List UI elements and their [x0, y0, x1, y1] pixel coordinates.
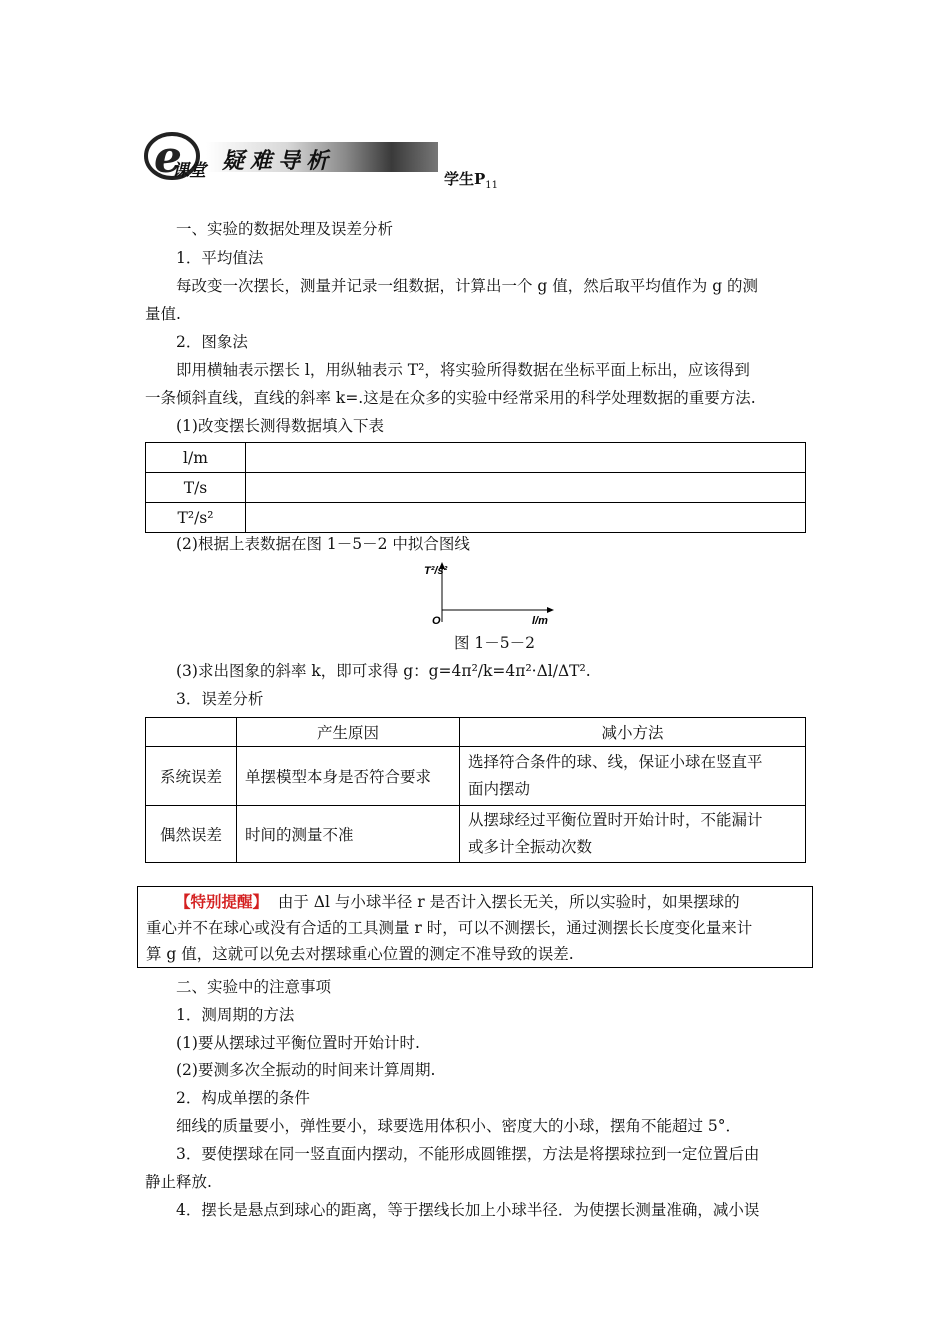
axes-graph: [420, 560, 560, 632]
item1-title: 1．测周期的方法: [176, 1006, 295, 1024]
svg-text:e: e: [154, 132, 182, 182]
table-header-cell: T/s: [146, 473, 246, 503]
table-row: [146, 473, 806, 503]
method3-title: 3．误差分析: [176, 690, 264, 708]
table-row: [146, 718, 806, 747]
table-cell: 系统误差: [146, 747, 237, 806]
item1a: (1)要从摆球过平衡位置时开始计时.: [176, 1034, 420, 1052]
table-header-cell: 减小方法: [460, 718, 806, 747]
step2-text: (2)根据上表数据在图 1－5－2 中拟合图线: [176, 535, 470, 553]
section1-heading: 一、实验的数据处理及误差分析: [176, 220, 394, 238]
section2-heading: 二、实验中的注意事项: [176, 978, 332, 996]
item4-line-1: 4．摆长是悬点到球心的距离，等于摆线长加上小球半径．为使摆长测量准确，减小误: [176, 1201, 760, 1219]
table-cell: [246, 443, 806, 473]
banner-title: 疑难导析: [222, 148, 335, 174]
banner-ke: 课堂: [172, 161, 206, 181]
table-cell: 选择符合条件的球、线，保证小球在竖直平 面内摆动: [460, 747, 806, 806]
note-tag: 【特别提醒】: [175, 892, 269, 911]
item2-title: 2．构成单摆的条件: [176, 1089, 310, 1107]
y-axis-label: T²/s²: [424, 565, 448, 577]
figure-caption: 图 1－5－2: [454, 634, 536, 652]
step1-text: (1)改变摆长测得数据填入下表: [176, 417, 384, 435]
table-cell: [246, 503, 806, 533]
item2a: 细线的质量要小，弹性要小，球要选用体积小、密度大的小球，摆角不能超过 5°．: [176, 1117, 742, 1135]
table-row: [146, 503, 806, 533]
section-banner: [142, 126, 438, 182]
table-cell: 时间的测量不准: [237, 806, 460, 863]
table-row: [146, 443, 806, 473]
origin-label: O: [432, 615, 441, 627]
error-table: [145, 717, 806, 863]
step3-text: (3)求出图象的斜率 k，即可求得 g：g=4π²/k=4π²·Δl/ΔT².: [176, 662, 591, 680]
item3-line-2: 静止释放.: [145, 1173, 212, 1191]
table-cell: [246, 473, 806, 503]
special-note-box: [137, 886, 813, 968]
table-header-cell: 产生原因: [237, 718, 460, 747]
student-page-ref: 学生$P_{11}$: [444, 170, 499, 191]
x-arrow-icon: [547, 607, 554, 613]
table-header-cell: [146, 718, 237, 747]
method2-title: 2．图象法: [176, 333, 248, 351]
method1-title: 1．平均值法: [176, 249, 264, 267]
method1-text-2: 量值.: [145, 305, 181, 323]
table-row: [146, 747, 806, 806]
table-cell: 偶然误差: [146, 806, 237, 863]
x-axis-label: l/m: [532, 615, 548, 627]
data-table: [145, 442, 806, 533]
note-line-3: 算 g 值，这就可以免去对摆球重心位置的测定不准导致的误差.: [146, 945, 574, 963]
table-cell: 单摆模型本身是否符合要求: [237, 747, 460, 806]
table-cell: 从摆球经过平衡位置时开始计时，不能漏计 或多计全振动次数: [460, 806, 806, 863]
method1-text-1: 每改变一次摆长，测量并记录一组数据，计算出一个 g 值，然后取平均值作为 g 的测: [176, 277, 759, 295]
note-line-1: 【特别提醒】 由于 Δl 与小球半径 r 是否计入摆长无关，所以实验时，如果摆球的: [175, 892, 740, 911]
note-line-2: 重心并不在球心或没有合适的工具测量 r 时，可以不测摆长，通过测摆长长度变化量来计: [146, 919, 753, 937]
method2-text-1: 即用横轴表示摆长 l，用纵轴表示 T²，将实验所得数据在坐标平面上标出，应该得到: [176, 361, 750, 379]
table-row: [146, 806, 806, 863]
table-header-cell: T²/s²: [146, 503, 246, 533]
item1b: (2)要测多次全振动的时间来计算周期.: [176, 1061, 436, 1079]
method2-text-2: 一条倾斜直线，直线的斜率 k=.这是在众多的实验中经常采用的科学处理数据的重要方法.: [145, 389, 756, 407]
item3-line-1: 3．要使摆球在同一竖直面内摆动，不能形成圆锥摆，方法是将摆球拉到一定位置后由: [176, 1145, 760, 1163]
table-header-cell: l/m: [146, 443, 246, 473]
